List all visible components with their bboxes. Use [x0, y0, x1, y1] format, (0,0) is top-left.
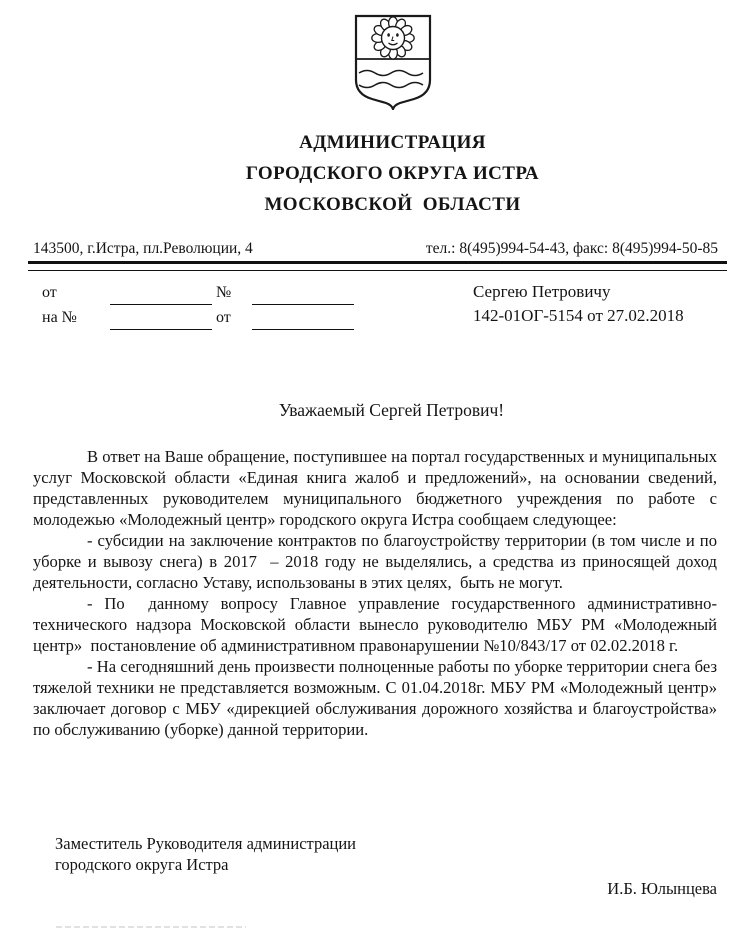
letterhead-contact-row — [33, 240, 718, 258]
letter-body — [33, 446, 722, 740]
body-paragraph: - По данному вопросу Главное управление государственного административно-технического надзора Московской области вынесло руководителю МБУ РМ «Молодежный центр» постановление об административном правонарушении №10/843/17 от 02.02.2018 г. — [33, 594, 722, 655]
istra-coat-of-arms-icon — [353, 14, 433, 110]
org-name-line3: МОСКОВСКОЙ ОБЛАСТИ — [264, 194, 521, 215]
document-number: 142-01ОГ-5154 от 27.02.2018 — [473, 305, 684, 325]
ref-of-date-blank — [252, 306, 354, 330]
body-paragraph: - На сегодняшний день произвести полноценные работы по уборке территории снега без тяжелой техники не представляется возможным. С 01.04.2018г. МБУ РМ «Молодежный центр» заключает договор с МБУ «дирекцией обслуживания дорожного хозяйства и благоустройства» по обслуживанию (уборке) данной территории. — [33, 657, 722, 739]
ref-number-label: № — [216, 284, 232, 301]
ref-date-blank — [110, 281, 212, 305]
letterhead-divider-rule — [28, 261, 727, 271]
ref-number-blank — [252, 281, 354, 305]
recipient-name: Сергею Петровичу — [473, 282, 611, 301]
phone-fax: тел.: 8(495)994-54-43, факс: 8(495)994-50-85 — [425, 240, 718, 257]
org-name-line2: ГОРОДСКОГО ОКРУГА ИСТРА — [245, 163, 540, 184]
body-paragraph: В ответ на Ваше обращение, поступившее на портал государственных и муниципальных услуг Московской области «Единая книга жалоб и предложений», на основании сведений, представленных руководителем муниципального бюджетного учреждения по работе с молодежью «Молодежный центр» городского округа Истра сообщаем следующее: — [33, 447, 722, 529]
signer-position-line1: Заместитель Руководителя администрации — [55, 834, 357, 853]
recipient-block — [473, 280, 723, 330]
ref-on-number-label: на № — [42, 309, 77, 326]
signer-position-block — [55, 833, 356, 875]
signer-name: И.Б. Юлынцева — [607, 879, 717, 898]
ref-from-label: от — [42, 284, 57, 301]
cutoff-scan-artifact — [56, 926, 246, 928]
reference-section — [42, 280, 723, 330]
org-name-line1: АДМИНИСТРАЦИЯ — [299, 132, 486, 153]
signer-position-line2: городского округа Истра — [55, 855, 229, 874]
ref-of-label: от — [216, 309, 231, 326]
letterhead — [0, 0, 747, 220]
postal-address: 143500, г.Истра, пл.Революции, 4 — [33, 240, 253, 257]
ref-on-number-blank — [110, 306, 212, 330]
outgoing-reference-grid — [42, 280, 354, 330]
body-paragraph: - субсидии на заключение контрактов по благоустройству территории (в том числе и по уборке и вывозу снега) в 2017 – 2018 году не выделялись, а средства из приносящей доход деятельности, согласно Уставу, использованы в этих целях, быть не могут. — [33, 531, 722, 592]
salutation: Уважаемый Сергей Петрович! — [278, 400, 505, 420]
